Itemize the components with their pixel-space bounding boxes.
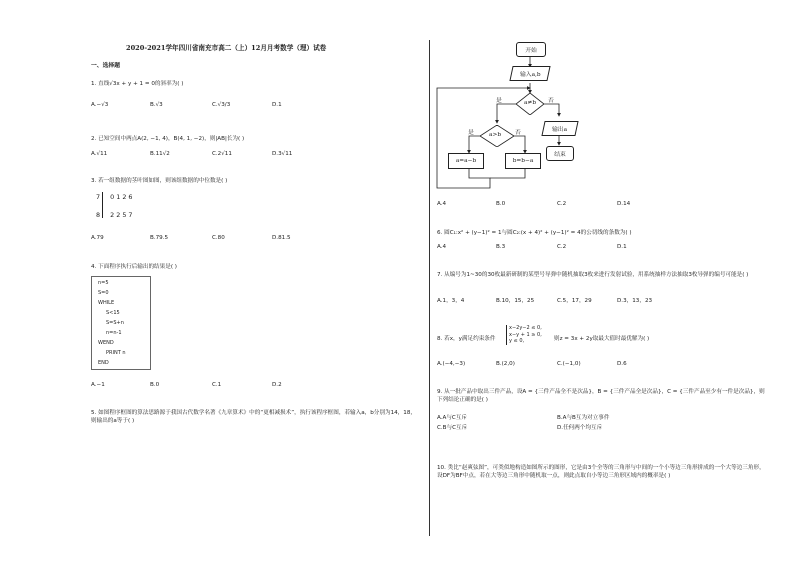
stem-value: 8 <box>96 211 101 219</box>
q9-option-b: B.A与B互为对立事件 <box>557 415 610 421</box>
leaf-values: 0 1 2 6 <box>110 193 133 201</box>
flowchart-output <box>541 121 578 136</box>
q2-option-b: B.11√2 <box>150 151 170 157</box>
code-line: WHILE <box>98 300 115 306</box>
q5-option-c: C.2 <box>557 201 567 207</box>
q7-option-a: A.1，3，4 <box>437 298 465 304</box>
q4-stem: 4. 下面程序执行后输出的结果是( ) <box>91 264 177 270</box>
cond2-label: a>b <box>489 132 502 138</box>
q1-option-b: B.√3 <box>150 102 163 108</box>
q9-stem: 9. 从一批产品中取出三件产品，设A = {三件产品全不是次品}，B = {三件产品全是次品}，C = {三件产品至少有一件是次品}，则下列结论正确的是( ) <box>437 389 765 403</box>
stem-value: 7 <box>96 193 101 201</box>
code-line: END <box>98 360 109 366</box>
q8-option-c: C.(−1,0) <box>557 361 581 367</box>
no-label: 否 <box>515 130 521 136</box>
q2-option-a: A.√11 <box>91 151 108 157</box>
constraint-line: x−y + 1 ≥ 0, <box>509 331 542 338</box>
q6-option-b: B.3 <box>496 244 506 250</box>
q7-stem: 7. 从编号为1~30的30枚最新研制的某型号导弹中随机抽取3枚来进行发射试验，用系统抽样方法抽取3枚导弹的编号可能是( ) <box>437 272 749 278</box>
program-code-box <box>91 276 151 370</box>
constraint-line: x−2y−2 ≤ 0, <box>509 325 542 331</box>
q1-stem: 1. 直线√3x + y + 1 = 0的斜率为( ) <box>91 81 184 87</box>
q7-option-b: B.10，15，25 <box>496 298 535 304</box>
q3-option-c: C.80 <box>212 235 225 241</box>
q1-option-c: C.√3/3 <box>212 102 231 108</box>
q3-stem: 3. 若一组数据的茎叶图如图，则该组数据的中位数是( ) <box>91 178 228 184</box>
flowchart-input <box>509 66 550 81</box>
q1-option-d: D.1 <box>272 102 282 108</box>
code-line: WEND <box>98 340 114 346</box>
no-label: 否 <box>548 98 554 104</box>
q9-option-a: A.A与C互斥 <box>437 415 468 421</box>
code-line: S=0 <box>98 290 109 296</box>
q1-option-a: A.−√3 <box>91 102 109 108</box>
constraint-line: y ≤ 0, <box>509 338 525 344</box>
q2-option-d: D.3√11 <box>272 151 293 157</box>
code-line: PRINT n <box>106 350 126 356</box>
q6-option-c: C.2 <box>557 244 567 250</box>
q5-option-b: B.0 <box>496 201 506 207</box>
q8-stem-a: 8. 若x，y满足约束条件 <box>437 336 496 342</box>
q3-option-a: A.79 <box>91 235 104 241</box>
q5-option-d: D.14 <box>617 201 631 207</box>
q2-option-c: C.2√11 <box>212 151 232 157</box>
q4-option-c: C.1 <box>212 382 222 388</box>
flowchart-connectors <box>430 38 590 196</box>
code-line: S=S+n <box>106 320 124 326</box>
cond1-label: a≠b <box>524 100 537 106</box>
flowchart-end: 结束 <box>546 146 574 161</box>
q10-stem: 10. 类比“赵爽弦图”，可类似地构造如图所示的图形，它是由3个全等的三角形与中间的一个小等边三角形拼成的一个大等边三角形，设DF为BF中点，若在大等边三角形中随机取一点，则此点取自小等边三角形区域内的概率是( ) <box>437 465 765 479</box>
code-line: n=n-1 <box>106 330 122 336</box>
flowchart-input-label: 输入a,b <box>519 72 541 78</box>
yes-label: 是 <box>496 98 502 104</box>
q6-option-d: D.1 <box>617 244 627 250</box>
q4-option-d: D.2 <box>272 382 282 388</box>
q8-option-b: B.(2,0) <box>496 361 515 367</box>
q4-option-a: A.−1 <box>91 382 105 388</box>
q6-option-a: A.4 <box>437 244 447 250</box>
exam-title: 2020-2021学年四川省南充市高二（上）12月月考数学（理）试卷 <box>126 44 327 52</box>
q7-option-c: C.5，17，29 <box>557 298 592 304</box>
q8-option-a: A.(−4,−3) <box>437 361 466 367</box>
flowchart-assign-a: a=a−b <box>448 153 484 169</box>
q2-stem: 2. 已知空间中两点A(2, −1, 4)，B(4, 1, −2)，则|AB|长为( ) <box>91 136 245 142</box>
code-line: S<15 <box>106 310 120 316</box>
q5-option-a: A.4 <box>437 201 447 207</box>
constraint-system <box>506 325 542 345</box>
q9-option-c: C.B与C互斥 <box>437 425 468 431</box>
q8-option-d: D.6 <box>617 361 627 367</box>
section-heading: 一、选择题 <box>91 63 120 69</box>
q3-option-b: B.79.5 <box>150 235 169 241</box>
flowchart-start: 开始 <box>516 42 546 57</box>
flowchart-cond-ab-neq <box>516 93 544 115</box>
stem-leaf-row-2 <box>96 211 132 219</box>
flowchart-assign-b: b=b−a <box>505 153 541 169</box>
q5-stem: 5. 如图程序框图的算法思路源于我国古代数学名著《九章算术》中的“更相减损术”，执行该程序框图，若输入a，b分别为14，18，则输出的a等于( ) <box>91 410 417 424</box>
code-line: n=5 <box>98 280 109 286</box>
q9-option-d: D.任何两个均互斥 <box>557 425 603 431</box>
q7-option-d: D.3，13，23 <box>617 298 653 304</box>
flowchart-cond-a-gt-b <box>480 125 514 147</box>
q6-stem: 6. 圆C₁:x² + (y−1)² = 1与圆C₂:(x + 4)² + (y−1)² = 4的公切线的条数为( ) <box>437 230 632 236</box>
q8-stem-b: 则z = 3x + 2y取最大值时最优解为( ) <box>554 336 650 342</box>
q4-option-b: B.0 <box>150 382 160 388</box>
leaf-values: 2 2 5 7 <box>110 211 133 219</box>
yes-label: 是 <box>468 130 474 136</box>
flowchart-output-label: 输出a <box>552 127 568 133</box>
q3-option-d: D.81.5 <box>272 235 291 241</box>
